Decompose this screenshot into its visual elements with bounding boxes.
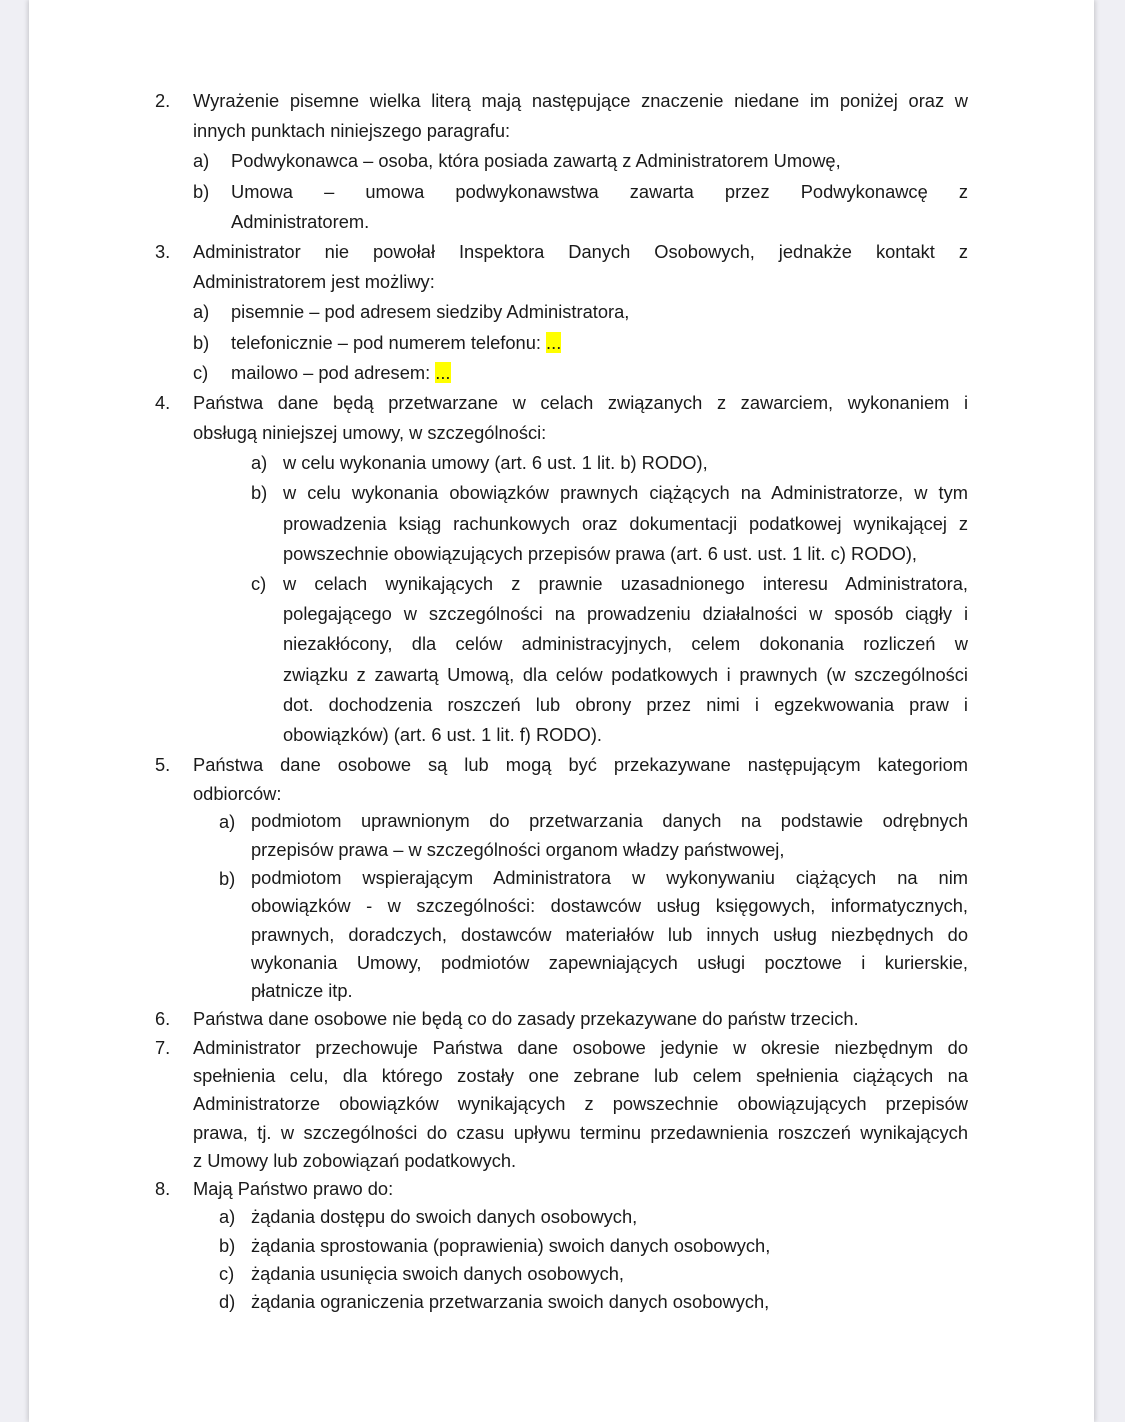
subitem-text-line: polegającego w szczególności na prowadzeniu działalności w sposób ciągły i — [283, 603, 968, 625]
subitem-text-line: wykonania Umowy, podmiotów zapewniających usługi pocztowe i kurierskie, — [251, 951, 968, 973]
item-number: 5. — [155, 754, 171, 776]
subitem-letter: b) — [219, 867, 236, 889]
item-text-line: Państwa dane osobowe nie będą co do zasady przekazywane do państw trzecich. — [193, 1008, 859, 1030]
item-number: 3. — [155, 240, 171, 262]
list-item-4 — [155, 388, 968, 750]
subitem-letter: a) — [193, 150, 210, 172]
subitem-text-line: w celach wynikających z prawnie uzasadnionego interesu Administratora, — [283, 573, 968, 594]
subitem-letter: a) — [251, 452, 268, 474]
subitem-text-line: związku z zawartą Umową, dla celów podatkowych i prawnych (w szczególności — [283, 663, 968, 685]
item-text-line: obsługą niniejszej umowy, w szczególności: — [193, 422, 547, 444]
subitem-text-line — [231, 358, 968, 388]
subitem-text-line: w celu wykonania obowiązków prawnych ciążących na Administratorze, w tym — [283, 482, 968, 504]
subitem-text-line: dot. dochodzenia roszczeń lub obrony przez nimi i egzekwowania praw i — [283, 693, 968, 715]
item-text-line: Administratorem jest możliwy: — [193, 271, 435, 293]
subitem-b — [193, 478, 968, 569]
subitem-text-line: w celu wykonania umowy (art. 6 ust. 1 lit. b) RODO), — [283, 452, 708, 474]
subitem-letter: a) — [219, 811, 236, 833]
subitem-text-line: żądania usunięcia swoich danych osobowych, — [251, 1263, 624, 1285]
subitem-text-line: pisemnie – pod adresem siedziby Administratora, — [231, 301, 630, 323]
item-text-line: Państwa dane będą przetwarzane w celach związanych z zawarciem, wykonaniem i — [193, 391, 968, 413]
subitem-text-line: żądania ograniczenia przetwarzania swoich danych osobowych, — [251, 1291, 770, 1313]
subitem-text-line: Administratorem. — [231, 210, 370, 232]
subitem-text-line: powszechnie obowiązujących przepisów prawa (art. 6 ust. ust. 1 lit. c) RODO), — [283, 542, 917, 564]
list-item-2 — [155, 86, 968, 237]
subitem-text-line: Umowa – umowa podwykonawstwa zawarta przez Podwykonawcę z — [231, 180, 968, 202]
list-item-6 — [155, 1005, 968, 1033]
subitem-text-line: podmiotom wspierającym Administratora w wykonywaniu ciążących na nim — [251, 866, 968, 888]
subitem-letter: b) — [219, 1234, 236, 1256]
email-placeholder-highlight: ... — [435, 361, 451, 383]
subitem-text-line: prawnych, doradczych, dostawców materiałów lub innych usług niezbędnych do — [251, 923, 968, 945]
subitem-a — [193, 448, 968, 478]
item-text-line: prawa, tj. w szczególności do czasu upływu terminu przedawnienia roszczeń wynikających — [193, 1121, 968, 1143]
email-label: mailowo – pod adresem: — [231, 361, 436, 383]
item-text-line: z Umowy lub zobowiązań podatkowych. — [193, 1149, 517, 1171]
list-item-8 — [155, 1175, 968, 1316]
phone-label: telefonicznie – pod numerem telefonu: — [231, 331, 547, 353]
subitem-letter: c) — [251, 573, 267, 594]
subitem-d — [193, 1288, 968, 1316]
subitem-letter: d) — [219, 1291, 236, 1313]
subitem-text-line: przepisów prawa – w szczególności organom władzy państwowej, — [251, 838, 785, 860]
subitem-text-line: niezakłócony, dla celów administracyjnych, celem dokonania rozliczeń w — [283, 633, 968, 655]
item-text-line: Państwa dane osobowe są lub mogą być przekazywane następującym kategoriom — [193, 754, 968, 776]
phone-placeholder-highlight: ... — [546, 331, 562, 353]
item-text-line: Administratorze obowiązków wynikających z powszechnie obowiązujących przepisów — [193, 1093, 968, 1115]
list-item-3 — [155, 237, 968, 388]
subitem-c — [193, 569, 968, 750]
subitem-text-line: płatnicze itp. — [251, 980, 353, 1002]
item-text-line: Administrator przechowuje Państwa dane osobowe jedynie w okresie niezbędnym do — [193, 1036, 968, 1058]
subitem-letter: b) — [193, 331, 210, 353]
subitem-text-line: żądania dostępu do swoich danych osobowych, — [251, 1206, 638, 1228]
subitem-b — [193, 177, 968, 237]
item-text-line: odbiorców: — [193, 783, 282, 805]
subitem-text-line: prowadzenia ksiąg rachunkowych oraz dokumentacji podatkowej wynikającej z — [283, 512, 968, 534]
item-text-line: Wyrażenie pisemne wielka literą mają następujące znaczenie niedane im poniżej oraz w — [193, 90, 968, 111]
subitem-letter: a) — [193, 301, 210, 323]
item-number: 6. — [155, 1008, 171, 1030]
subitem-letter: b) — [193, 180, 210, 202]
document-page — [29, 0, 1094, 1422]
subitem-b — [193, 328, 968, 358]
item-number: 4. — [155, 391, 171, 413]
item-number: 8. — [155, 1178, 171, 1200]
subitem-text-line: Podwykonawca – osoba, która posiada zawartą z Administratorem Umowę, — [231, 150, 841, 172]
document-content — [155, 86, 968, 1317]
subitem-text-line — [231, 328, 968, 358]
subitem-b — [193, 864, 968, 1005]
subitem-letter: c) — [193, 361, 209, 383]
subitem-a — [193, 807, 968, 864]
subitem-a — [193, 146, 968, 176]
list-item-7 — [155, 1034, 968, 1175]
subitem-text-line: podmiotom uprawnionym do przetwarzania danych na podstawie odrębnych — [251, 810, 968, 832]
subitem-b — [193, 1232, 968, 1260]
subitem-a — [193, 1203, 968, 1231]
subitem-c — [193, 358, 968, 388]
item-text-line: Administrator nie powołał Inspektora Danych Osobowych, jednakże kontakt z — [193, 240, 968, 262]
subitem-text-line: obowiązków) (art. 6 ust. 1 lit. f) RODO). — [283, 723, 602, 745]
subitem-a — [193, 297, 968, 327]
subitem-letter: c) — [219, 1263, 235, 1285]
subitem-text-line: obowiązków - w szczególności: dostawców usług księgowych, informatycznych, — [251, 895, 968, 917]
item-text-line: innych punktach niniejszego paragrafu: — [193, 120, 511, 142]
item-number: 2. — [155, 90, 171, 111]
subitem-c — [193, 1260, 968, 1288]
item-number: 7. — [155, 1036, 171, 1058]
item-text-line: spełnienia celu, dla którego zostały one zebrane lub celem spełnienia ciążących na — [193, 1064, 968, 1086]
subitem-letter: a) — [219, 1206, 236, 1228]
subitem-text-line: żądania sprostowania (poprawienia) swoich danych osobowych, — [251, 1234, 771, 1256]
list-item-5 — [155, 750, 968, 1005]
item-text-line: Mają Państwo prawo do: — [193, 1178, 394, 1200]
subitem-letter: b) — [251, 482, 268, 504]
